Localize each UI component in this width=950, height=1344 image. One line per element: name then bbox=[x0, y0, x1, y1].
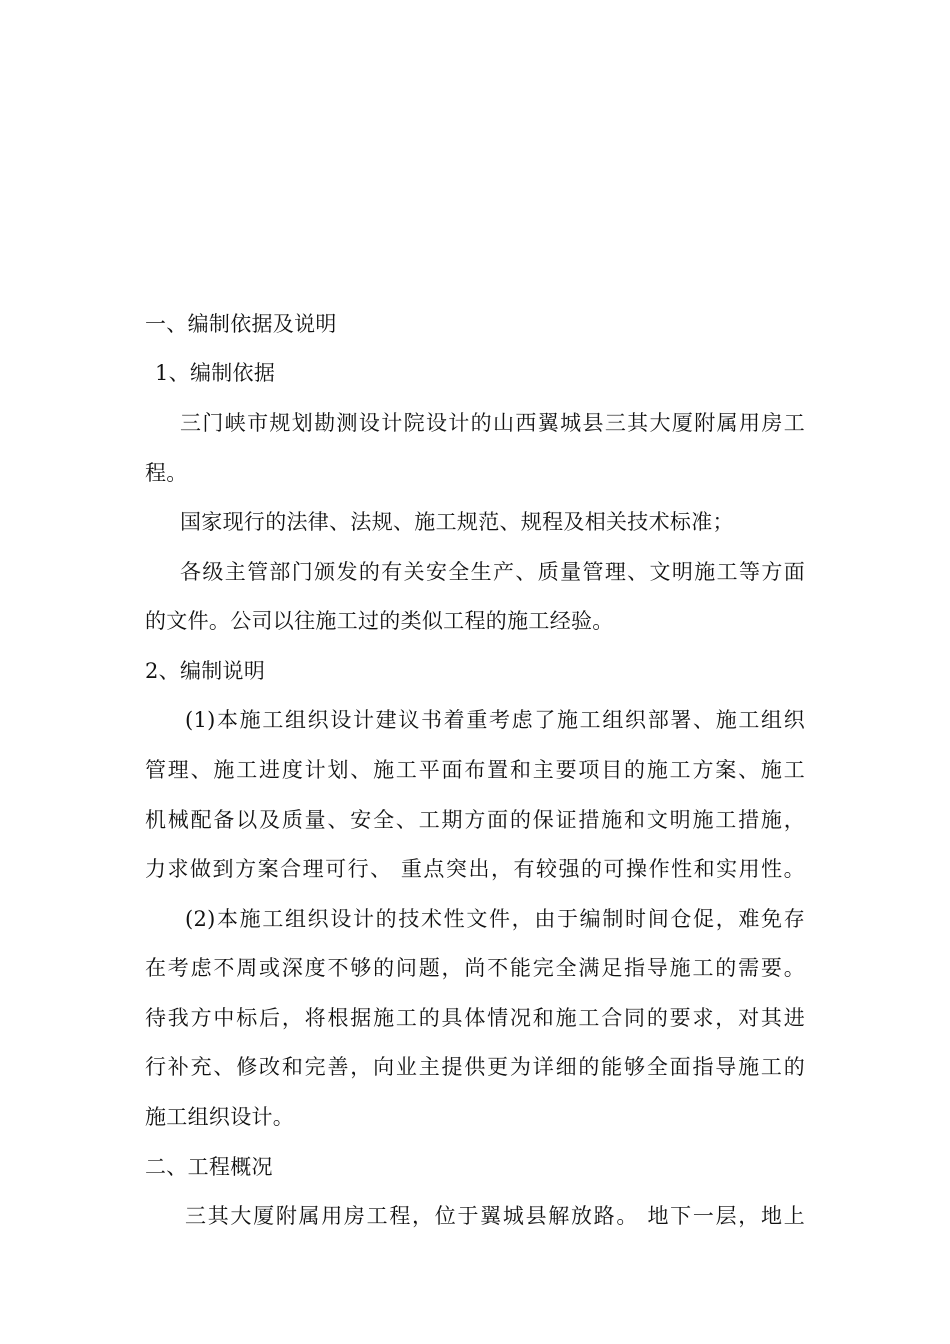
paragraph-line: 施工组织设计。 bbox=[145, 1105, 295, 1129]
paragraph-line: (1)本施工组织设计建议书着重考虑了施工组织部署、施工组织 bbox=[185, 708, 805, 732]
paragraph-line: 机械配备以及质量、安全、工期方面的保证措施和文明施工措施， bbox=[145, 808, 805, 832]
paragraph-line: 管理、施工进度计划、施工平面布置和主要项目的施工方案、施工 bbox=[145, 758, 805, 782]
paragraph-line: 在考虑不周或深度不够的问题，尚不能完全满足指导施工的需要。 bbox=[145, 956, 805, 980]
paragraph-line: 程。 bbox=[145, 461, 188, 485]
paragraph-line: 力求做到方案合理可行、 重点突出，有较强的可操作性和实用性。 bbox=[145, 857, 805, 881]
section-heading: 一、编制依据及说明 bbox=[145, 312, 337, 336]
paragraph-line: 行补充、修改和完善，向业主提供更为详细的能够全面指导施工的 bbox=[145, 1055, 805, 1079]
paragraph-line: (2)本施工组织设计的技术性文件，由于编制时间仓促，难免存 bbox=[185, 907, 805, 931]
paragraph-line: 三其大厦附属用房工程，位于翼城县解放路。 地下一层，地上 bbox=[185, 1204, 805, 1228]
paragraph-line: 国家现行的法律、法规、施工规范、规程及相关技术标准； bbox=[180, 510, 734, 534]
section-heading: 二、工程概况 bbox=[145, 1155, 273, 1179]
subsection-heading: 1、编制依据 bbox=[155, 361, 276, 385]
subsection-heading: 2、编制说明 bbox=[145, 659, 266, 683]
paragraph-line: 待我方中标后，将根据施工的具体情况和施工合同的要求，对其进 bbox=[145, 1006, 805, 1030]
paragraph-line: 三门峡市规划勘测设计院设计的山西翼城县三其大厦附属用房工 bbox=[180, 411, 805, 435]
paragraph-line: 的文件。公司以往施工过的类似工程的施工经验。 bbox=[145, 609, 614, 633]
paragraph-line: 各级主管部门颁发的有关安全生产、质量管理、文明施工等方面 bbox=[180, 560, 805, 584]
